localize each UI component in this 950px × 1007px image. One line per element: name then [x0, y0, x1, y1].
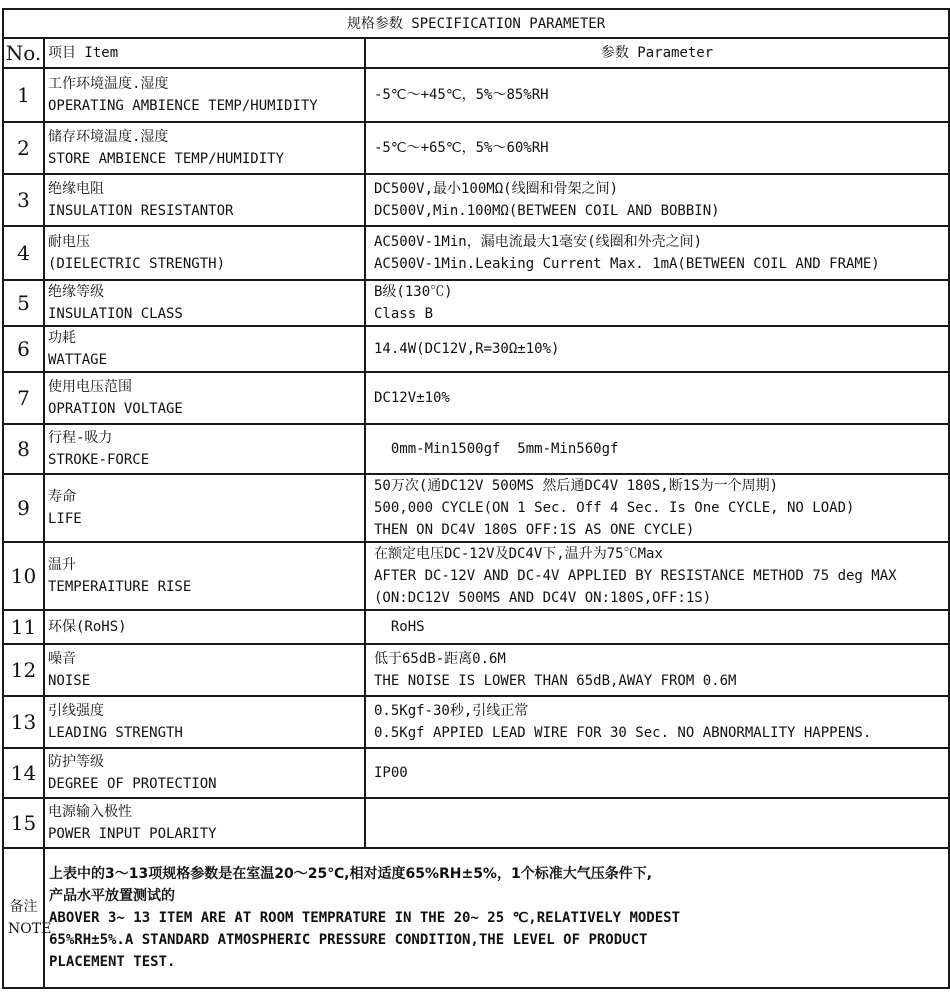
parameter-cell — [365, 372, 949, 424]
item-cell — [44, 798, 365, 848]
item-name-en: (DIELECTRIC STRENGTH) — [48, 256, 226, 272]
row-number: 11 — [3, 610, 44, 644]
note-line: ABOVER 3~ 13 ITEM ARE AT ROOM TEMPRATURE IN THE 20~ 25 ℃,RELATIVELY MODEST — [49, 910, 681, 926]
item-cell — [44, 122, 365, 174]
note-line: 产品水平放置测试的 — [49, 888, 175, 904]
item-cell — [44, 696, 365, 748]
item-name-en: DEGREE OF PROTECTION — [48, 776, 217, 792]
header-no: No. — [3, 38, 44, 68]
parameter-line: 50万次(通DC12V 500MS 然后通DC4V 180S,断1S为一个周期) — [374, 478, 779, 494]
item-name-cn: 电源输入极性 — [48, 804, 132, 820]
parameter-line: AFTER DC-12V AND DC-4V APPLIED BY RESISTANCE METHOD 75 deg MAX — [374, 568, 897, 584]
item-cell — [44, 280, 365, 326]
row-number: 14 — [3, 748, 44, 798]
item-cell — [44, 68, 365, 122]
header-item: 项目 Item — [44, 38, 365, 68]
note-label — [3, 848, 52, 988]
item-name-en: INSULATION RESISTANTOR — [48, 203, 234, 219]
item-name-cn: 绝缘等级 — [48, 284, 104, 300]
row-number: 15 — [3, 798, 44, 848]
parameter-cell — [365, 122, 949, 174]
note-label-cn: 备注 — [9, 899, 38, 915]
row-number: 2 — [3, 122, 44, 174]
note-line: 65%RH±5%.A STANDARD ATMOSPHERIC PRESSURE CONDITION,THE LEVEL OF PRODUCT — [49, 932, 648, 948]
note-label-en: NOTE — [8, 921, 52, 937]
table-row — [3, 372, 949, 424]
parameter-cell — [365, 474, 949, 542]
parameter-cell — [365, 424, 949, 474]
item-name-cn: 耐电压 — [48, 234, 90, 250]
item-name-cn: 绝缘电阻 — [48, 181, 104, 197]
parameter-line: 0.5Kgf APPIED LEAD WIRE FOR 30 Sec. NO ABNORMALITY HAPPENS. — [374, 725, 872, 741]
parameter-line: 在额定电压DC-12V及DC4V下,温升为75℃Max — [374, 546, 663, 562]
table-row — [3, 474, 949, 542]
item-cell — [44, 610, 365, 644]
item-name-cn: 噪音 — [48, 651, 76, 667]
parameter-line: 低于65dB-距离0.6M — [374, 651, 506, 667]
item-name-en: NOISE — [48, 673, 91, 689]
item-name-cn: 温升 — [48, 557, 76, 573]
item-name-cn: 行程-吸力 — [48, 430, 113, 446]
table-row — [3, 122, 949, 174]
table-row — [3, 748, 949, 798]
parameter-line: Class B — [374, 306, 434, 322]
note-text — [44, 848, 949, 988]
parameter-cell — [365, 696, 949, 748]
item-name-cn: 防护等级 — [48, 754, 104, 770]
parameter-line: -5℃～+45℃，5%～85%RH — [374, 87, 549, 103]
item-cell — [44, 748, 365, 798]
parameter-cell — [365, 610, 949, 644]
parameter-cell — [365, 798, 949, 848]
parameter-line: DC500V,Min.100MΩ(BETWEEN COIL AND BOBBIN) — [374, 203, 720, 219]
parameter-cell — [365, 226, 949, 280]
row-number: 1 — [3, 68, 44, 122]
row-number: 5 — [3, 280, 44, 326]
parameter-cell — [365, 174, 949, 226]
item-name-cn: 功耗 — [48, 330, 76, 346]
row-number: 3 — [3, 174, 44, 226]
item-name-cn: 引线强度 — [48, 703, 104, 719]
item-name-en: LIFE — [48, 511, 82, 527]
table-row — [3, 68, 949, 122]
table-row — [3, 798, 949, 848]
table-row — [3, 644, 949, 696]
table-row — [3, 174, 949, 226]
table-row — [3, 542, 949, 610]
row-number: 7 — [3, 372, 44, 424]
item-cell — [44, 226, 365, 280]
parameter-line: THE NOISE IS LOWER THAN 65dB,AWAY FROM 0.6M — [374, 673, 737, 689]
parameter-line: RoHS — [374, 619, 425, 635]
item-name-en: TEMPERAITURE RISE — [48, 579, 192, 595]
item-cell — [44, 424, 365, 474]
parameter-line: 500,000 CYCLE(ON 1 Sec. Off 4 Sec. Is One CYCLE, NO LOAD) — [374, 500, 855, 516]
item-name-en: STROKE-FORCE — [48, 452, 150, 468]
parameter-line: 0.5Kgf-30秒,引线正常 — [374, 703, 529, 719]
parameter-cell — [365, 644, 949, 696]
parameter-cell — [365, 68, 949, 122]
item-cell — [44, 474, 365, 542]
item-name-en: WATTAGE — [48, 352, 108, 368]
parameter-line: 14.4W(DC12V,R=30Ω±10%) — [374, 341, 560, 357]
item-name-en: LEADING STRENGTH — [48, 725, 183, 741]
parameter-cell — [365, 280, 949, 326]
table-title: 规格参数 SPECIFICATION PARAMETER — [3, 9, 949, 38]
item-name-cn: 储存环境温度.湿度 — [48, 129, 169, 145]
item-cell — [44, 174, 365, 226]
header-parameter: 参数 Parameter — [365, 38, 949, 68]
item-name-cn: 工作环境温度.湿度 — [48, 76, 169, 92]
parameter-line: AC500V-1Min，漏电流最大1毫安(线圈和外壳之间) — [374, 234, 703, 250]
parameter-line: AC500V-1Min.Leaking Current Max. 1mA(BETWEEN COIL AND FRAME) — [374, 256, 880, 272]
parameter-line: DC500V,最小100MΩ(线圈和骨架之间) — [374, 181, 619, 197]
parameter-line: B级(130℃) — [374, 284, 453, 300]
item-cell — [44, 644, 365, 696]
row-number: 4 — [3, 226, 44, 280]
specification-table — [2, 8, 950, 989]
item-name-cn: 环保(RoHS) — [48, 619, 127, 635]
parameter-line: IP00 — [374, 765, 408, 781]
item-name-cn: 使用电压范围 — [48, 379, 132, 395]
row-number: 9 — [3, 474, 44, 542]
parameter-cell — [365, 748, 949, 798]
parameter-line: THEN ON DC4V 180S OFF:1S AS ONE CYCLE) — [374, 522, 695, 538]
parameter-line: DC12V±10% — [374, 390, 450, 406]
parameter-line: -5℃～+65℃，5%～60%RH — [374, 140, 549, 156]
item-name-en: POWER INPUT POLARITY — [48, 826, 217, 842]
table-row — [3, 280, 949, 326]
table-row — [3, 326, 949, 372]
table-row — [3, 226, 949, 280]
table-row — [3, 610, 949, 644]
row-number: 10 — [3, 542, 44, 610]
parameter-line: 0mm-Min1500gf 5mm-Min560gf — [374, 441, 619, 457]
row-number: 8 — [3, 424, 44, 474]
item-cell — [44, 326, 365, 372]
item-cell — [44, 542, 365, 610]
item-name-en: STORE AMBIENCE TEMP/HUMIDITY — [48, 151, 285, 167]
item-cell — [44, 372, 365, 424]
parameter-cell — [365, 326, 949, 372]
note-line: 上表中的3～13项规格参数是在室温20～25℃,相对适度65%RH±5%，1个标准大气压条件下, — [49, 866, 653, 882]
parameter-line: (ON:DC12V 500MS AND DC4V ON:180S,OFF:1S) — [374, 590, 712, 606]
item-name-cn: 寿命 — [48, 489, 76, 505]
table-row — [3, 696, 949, 748]
note-row — [3, 848, 949, 988]
row-number: 13 — [3, 696, 44, 748]
row-number: 6 — [3, 326, 44, 372]
item-name-en: OPERATING AMBIENCE TEMP/HUMIDITY — [48, 98, 318, 114]
parameter-cell — [365, 542, 949, 610]
note-line: PLACEMENT TEST. — [49, 954, 176, 970]
item-name-en: OPRATION VOLTAGE — [48, 401, 183, 417]
row-number: 12 — [3, 644, 44, 696]
table-row — [3, 424, 949, 474]
item-name-en: INSULATION CLASS — [48, 306, 183, 322]
